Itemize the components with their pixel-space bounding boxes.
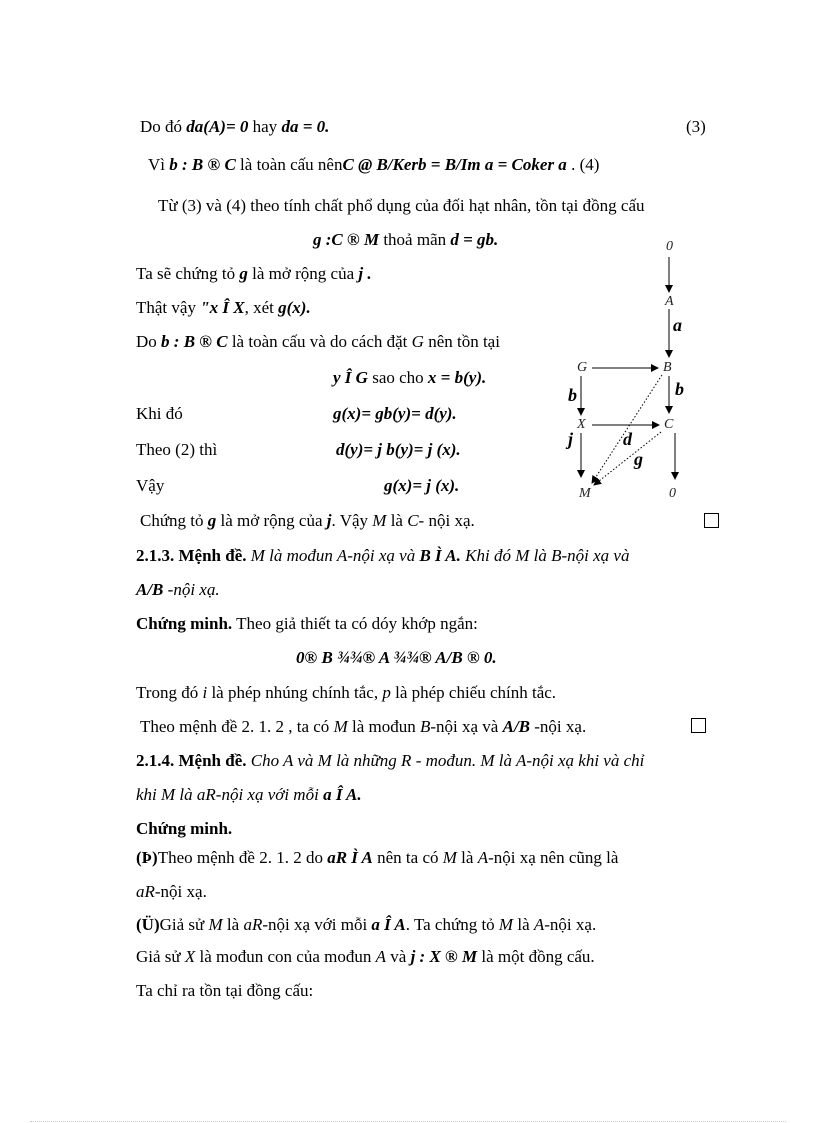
diagram-phi: j: [568, 429, 574, 449]
diagram-beta-left: b: [568, 385, 577, 405]
line-theo-2-label: Theo (2) thì: [136, 440, 218, 459]
line-trong-do: Trong đó i là phép nhúng chính tắc, p là phép chiếu chính tắc.: [136, 683, 557, 702]
line-that-vay: Thật vậy "x Î X, xét g(x).: [136, 298, 311, 317]
qed-square-2: [691, 718, 706, 733]
line-vi-b: Vì b : B ® C là toàn cấu nênC @ B/Kerb = B/Im a = Coker a . (4): [148, 155, 600, 174]
line-ta-chi-ra: Ta chỉ ra tồn tại đồng cấu:: [136, 981, 314, 1000]
line-chung-to-g: Chứng tỏ g là mở rộng của j. Vậy M là C- nội xạ.: [140, 511, 475, 530]
line-y-in-g: y Î G sao cho x = b(y).: [333, 368, 487, 387]
equation-number-3: (3): [686, 117, 706, 136]
line-do-b-toan-cau: Do b : B ® C là toàn cấu và do cách đặt G nên tồn tại: [136, 332, 500, 351]
line-do-do: Do đó da(A)= 0 hay da = 0.: [140, 117, 330, 136]
line-forward-direction: (Þ)Theo mệnh đề 2. 1. 2 do aR Ì A nên ta có M là A-nội xạ nên cũng là: [136, 848, 619, 867]
line-ar-noi-xa: aR-nội xạ.: [136, 882, 207, 901]
line-backward-direction: (Ü)Giả sử M là aR-nội xạ với mỗi a Î A. Ta chứng tỏ M là A-nội xạ.: [136, 915, 597, 934]
diagram-node-c: C: [664, 417, 674, 432]
line-chung-minh-1: Chứng minh. Theo giả thiết ta có dóy khớp ngắn:: [136, 614, 478, 633]
line-khi-m-ar: khi M là aR-nội xạ với mỗi a Î A.: [136, 785, 362, 804]
diagram-node-x: X: [577, 417, 586, 432]
line-khi-do-formula: g(x)= gb(y)= d(y).: [333, 404, 457, 423]
page-bottom-rule: [30, 1121, 786, 1122]
line-213-menh-de: 2.1.3. Mệnh đề. M là mođun A-nội xạ và B Ì A. Khi đó M là B-nội xạ và: [136, 546, 630, 565]
line-214-menh-de: 2.1.4. Mệnh đề. Cho A và M là những R - mođun. M là A-nội xạ khi và chỉ: [136, 751, 645, 770]
line-g-c-m: g :C ® M thoả mãn d = gb.: [313, 230, 499, 249]
line-vay-formula: g(x)= j (x).: [384, 476, 460, 495]
line-theo-2-formula: d(y)= j b(y)= j (x).: [336, 440, 461, 459]
line-exact-sequence: 0® B ¾¾® A ¾¾® A/B ® 0.: [296, 648, 497, 667]
line-gia-su-x: Giả sử X là mođun con của mođun A và j : X ® M là một đồng cấu.: [136, 947, 595, 966]
diagram-beta-right: b: [675, 379, 684, 399]
line-ta-se-chung-to: Ta sẽ chứng tỏ g là mở rộng của j .: [136, 264, 372, 283]
qed-square: [704, 513, 719, 528]
diagram-node-m: M: [579, 486, 591, 501]
diagram-alpha: a: [673, 315, 682, 335]
diagram-node-b: B: [663, 360, 672, 375]
diagram-node-a: A: [665, 294, 674, 309]
line-a-b-noi-xa: A/B -nội xạ.: [136, 580, 220, 599]
line-vay-label: Vậy: [136, 476, 165, 495]
line-khi-do-label: Khi đó: [136, 404, 183, 423]
line-tu-3-va-4: Từ (3) và (4) theo tính chất phổ dụng của đối hạt nhân, tồn tại đồng cấu: [158, 196, 645, 215]
diagram-gamma: g: [634, 449, 643, 469]
diagram-delta: d: [623, 429, 632, 449]
diagram-zero-bottom: 0: [669, 486, 676, 501]
line-chung-minh-2: Chứng minh.: [136, 819, 233, 838]
diagram-zero-top: 0: [666, 239, 673, 254]
commutative-diagram: [560, 235, 710, 505]
diagram-node-g: G: [577, 360, 588, 375]
line-theo-menh-de-212: Theo mệnh đề 2. 1. 2 , ta có M là mođun B-nội xạ và A/B -nội xạ.: [140, 717, 587, 736]
